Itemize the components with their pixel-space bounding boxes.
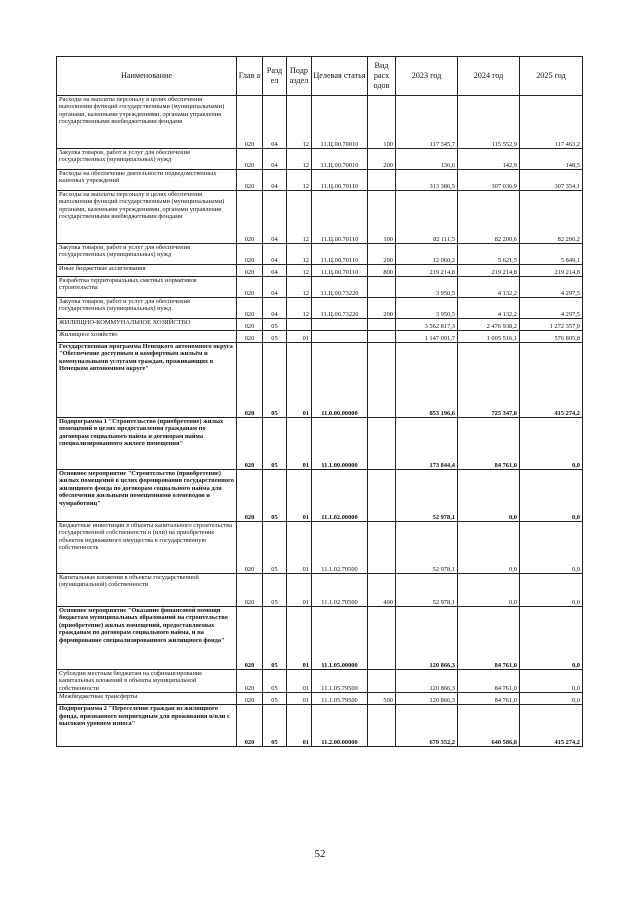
cell-2023: 120 866,3 — [396, 607, 458, 670]
cell-glava: 020 — [237, 705, 263, 747]
cell-name: Расходы на обеспечение деятельности подведомственных казенных учреждений — [57, 170, 237, 191]
header-razdel: Разд ел — [263, 57, 287, 96]
table-row — [57, 277, 583, 298]
cell-target-article: 11.Ц.00.70010 — [312, 96, 368, 149]
cell-glava: 020 — [237, 191, 263, 244]
cell-razdel: 04 — [263, 170, 287, 191]
cell-expense-type — [368, 343, 396, 418]
cell-razdel: 05 — [263, 319, 287, 331]
header-2025: 2025 год — [520, 57, 583, 96]
cell-2024: 115 552,9 — [458, 96, 520, 149]
cell-2023: 1 147 091,7 — [396, 331, 458, 343]
header-name: Наименование — [57, 57, 237, 96]
cell-2023: 136,6 — [396, 149, 458, 170]
cell-name: Закупка товаров, работ и услуг для обеспечения государственных (муниципальных) нужд — [57, 244, 237, 265]
cell-podrazdel: 12 — [287, 191, 312, 244]
table-row — [57, 574, 583, 607]
cell-2024: 2 476 938,2 — [458, 319, 520, 331]
header-2023: 2023 год — [396, 57, 458, 96]
cell-name: Основное мероприятие "Оказание финансовой помощи бюджетам муниципальных образований на строительство (приобретение) жилых помещений, предоставляемых гражданам по договорам социального найма, и на формирование специализированного жилищного фонда" — [57, 607, 237, 670]
cell-glava: 020 — [237, 693, 263, 705]
cell-2023: 313 386,5 — [396, 170, 458, 191]
cell-2023: 853 196,6 — [396, 343, 458, 418]
cell-razdel: 04 — [263, 96, 287, 149]
cell-2023: 117 345,7 — [396, 96, 458, 149]
cell-target-article: 11.1.00.00000 — [312, 418, 368, 470]
table-row — [57, 298, 583, 319]
cell-target-article: 11.1.02.00000 — [312, 470, 368, 522]
cell-2024: 640 586,8 — [458, 705, 520, 747]
cell-2024: 142,9 — [458, 149, 520, 170]
cell-expense-type: 500 — [368, 693, 396, 705]
cell-name: Закупка товаров, работ и услуг для обеспечения государственных (муниципальных) нужд — [57, 298, 237, 319]
cell-2023: 3 950,5 — [396, 277, 458, 298]
cell-2023: 52 978,1 — [396, 470, 458, 522]
cell-name: Расходы на выплаты персоналу в целях обеспечения выполнения функций государственными (муниципальными) органами, казенными учреждениями, органами управления государственными внебюджетными фондами — [57, 191, 237, 244]
cell-2023: 120 866,3 — [396, 693, 458, 705]
cell-2025: 0,0 — [520, 670, 583, 693]
cell-target-article: 11.2.00.00000 — [312, 705, 368, 747]
cell-name: Основное мероприятие "Строительство (приобретение) жилых помещений в целях формирования государственного жилищного фонда по договорам социального найма для обеспечения жильными помещениями оленеводов и чумработниц" — [57, 470, 237, 522]
cell-podrazdel: 01 — [287, 705, 312, 747]
cell-target-article: 11.1.02.70500 — [312, 522, 368, 574]
cell-target-article: 11.Ц.00.70110 — [312, 265, 368, 277]
cell-2024: 725 347,8 — [458, 343, 520, 418]
cell-2024: 84 761,0 — [458, 670, 520, 693]
cell-razdel: 05 — [263, 470, 287, 522]
cell-expense-type: 800 — [368, 265, 396, 277]
cell-2023: 3 562 817,3 — [396, 319, 458, 331]
cell-glava: 020 — [237, 277, 263, 298]
cell-2025: 307 354,1 — [520, 170, 583, 191]
cell-razdel: 05 — [263, 705, 287, 747]
cell-2024: 0,0 — [458, 522, 520, 574]
cell-name: Подпрограмма 1 "Строительство (приобретение) жилых помещений в целях предоставления гражданам по договорам социального найма и договорам найма специализированного жилого помещения" — [57, 418, 237, 470]
cell-expense-type — [368, 319, 396, 331]
cell-2025: 576 805,8 — [520, 331, 583, 343]
table-row — [57, 244, 583, 265]
cell-podrazdel: 12 — [287, 277, 312, 298]
cell-glava: 020 — [237, 607, 263, 670]
cell-expense-type — [368, 418, 396, 470]
cell-name: Подпрограмма 2 "Переселение граждан из жилищного фонда, признанного непригодным для проживания и/или с высоким уровнем износа" — [57, 705, 237, 747]
cell-expense-type — [368, 522, 396, 574]
cell-2025: 415 274,2 — [520, 343, 583, 418]
cell-expense-type: 200 — [368, 244, 396, 265]
table-row — [57, 170, 583, 191]
cell-target-article: 11.Ц.00.70110 — [312, 170, 368, 191]
cell-target-article: 11.1.05.79500 — [312, 693, 368, 705]
cell-glava: 020 — [237, 170, 263, 191]
cell-target-article: 11.Ц.00.73220 — [312, 277, 368, 298]
page-number: 52 — [314, 848, 326, 860]
cell-name: Расходы на выплаты персоналу в целях обеспечения выполнения функций государственными (муниципальными) органами, казенными учреждениями, органами управления государственными внебюджетными фондами — [57, 96, 237, 149]
header-podrazdel: Подр аздел — [287, 57, 312, 96]
cell-expense-type: 200 — [368, 298, 396, 319]
cell-2024: 5 621,5 — [458, 244, 520, 265]
cell-podrazdel: 01 — [287, 331, 312, 343]
table-row — [57, 265, 583, 277]
cell-2024: 84 761,0 — [458, 693, 520, 705]
table-row — [57, 331, 583, 343]
cell-2025: 148,5 — [520, 149, 583, 170]
cell-name: ЖИЛИЩНО-КОММУНАЛЬНОЕ ХОЗЯЙСТВО — [57, 319, 237, 331]
cell-expense-type — [368, 705, 396, 747]
cell-podrazdel: 12 — [287, 298, 312, 319]
cell-2025: 0,0 — [520, 693, 583, 705]
cell-glava: 020 — [237, 298, 263, 319]
cell-razdel: 05 — [263, 670, 287, 693]
cell-2025: 0,0 — [520, 574, 583, 607]
table-row — [57, 319, 583, 331]
cell-2025: 0,0 — [520, 418, 583, 470]
cell-expense-type — [368, 470, 396, 522]
table-row — [57, 470, 583, 522]
cell-2025: 415 274,2 — [520, 705, 583, 747]
cell-2023: 12 060,2 — [396, 244, 458, 265]
cell-2025: 5 849,1 — [520, 244, 583, 265]
cell-2024: 307 036,9 — [458, 170, 520, 191]
cell-name: Разработка территориальных сметных нормативов строительства — [57, 277, 237, 298]
cell-name: Иные бюджетные ассигнования — [57, 265, 237, 277]
cell-target-article: 11.Ц.00.73220 — [312, 298, 368, 319]
header-2024: 2024 год — [458, 57, 520, 96]
cell-name: Закупка товаров, работ и услуг для обеспечения государственных (муниципальных) нужд — [57, 149, 237, 170]
cell-razdel: 04 — [263, 265, 287, 277]
cell-name: Субсидии местным бюджетам на софинансирование капитальных вложений в объекты муниципальной собственности — [57, 670, 237, 693]
table-row — [57, 96, 583, 149]
cell-expense-type — [368, 331, 396, 343]
table-row — [57, 670, 583, 693]
cell-razdel: 04 — [263, 149, 287, 170]
cell-glava: 020 — [237, 265, 263, 277]
cell-2023: 52 978,1 — [396, 522, 458, 574]
cell-2025: 117 463,2 — [520, 96, 583, 149]
table-row — [57, 705, 583, 747]
cell-razdel: 05 — [263, 693, 287, 705]
cell-podrazdel: 01 — [287, 670, 312, 693]
cell-podrazdel: 01 — [287, 607, 312, 670]
table-row — [57, 343, 583, 418]
cell-podrazdel: 12 — [287, 149, 312, 170]
cell-target-article: 11.1.05.00000 — [312, 607, 368, 670]
cell-expense-type: 100 — [368, 191, 396, 244]
cell-target-article — [312, 319, 368, 331]
cell-2023: 679 352,2 — [396, 705, 458, 747]
cell-2024: 84 761,0 — [458, 607, 520, 670]
cell-name: Бюджетные инвестиции в объекты капитального строительства государственной собственности и (или) на приобретение объектов недвижимого имущества в государственную собственность — [57, 522, 237, 574]
cell-2024: 0,0 — [458, 470, 520, 522]
cell-expense-type — [368, 607, 396, 670]
cell-podrazdel: 01 — [287, 574, 312, 607]
cell-2024: 0,0 — [458, 574, 520, 607]
cell-2025: 219 214,8 — [520, 265, 583, 277]
cell-glava: 020 — [237, 343, 263, 418]
cell-2025: 4 297,5 — [520, 298, 583, 319]
cell-2025: 0,0 — [520, 470, 583, 522]
cell-2023: 173 844,4 — [396, 418, 458, 470]
budget-table-sheet — [56, 56, 582, 747]
cell-razdel: 05 — [263, 343, 287, 418]
table-row — [57, 191, 583, 244]
cell-glava: 020 — [237, 470, 263, 522]
cell-expense-type: 200 — [368, 149, 396, 170]
cell-name: Жилищное хозяйство — [57, 331, 237, 343]
cell-2023: 219 214,8 — [396, 265, 458, 277]
cell-2025: 82 290,2 — [520, 191, 583, 244]
table-row — [57, 149, 583, 170]
cell-expense-type: 400 — [368, 574, 396, 607]
cell-name: Межбюджетные трансферты — [57, 693, 237, 705]
cell-glava: 020 — [237, 244, 263, 265]
cell-glava: 020 — [237, 574, 263, 607]
cell-2024: 219 214,8 — [458, 265, 520, 277]
cell-podrazdel: 01 — [287, 470, 312, 522]
cell-target-article: 11.0.00.00000 — [312, 343, 368, 418]
cell-razdel: 05 — [263, 418, 287, 470]
table-row — [57, 522, 583, 574]
cell-2024: 84 761,0 — [458, 418, 520, 470]
cell-2023: 82 111,5 — [396, 191, 458, 244]
cell-podrazdel: 01 — [287, 343, 312, 418]
cell-2025: 4 297,5 — [520, 277, 583, 298]
table-body — [57, 96, 583, 747]
cell-razdel: 05 — [263, 574, 287, 607]
cell-razdel: 05 — [263, 522, 287, 574]
cell-razdel: 04 — [263, 277, 287, 298]
cell-expense-type — [368, 277, 396, 298]
cell-name: Капитальные вложения в объекты государственной (муниципальной) собственности — [57, 574, 237, 607]
cell-razdel: 04 — [263, 191, 287, 244]
cell-expense-type — [368, 170, 396, 191]
cell-podrazdel: 01 — [287, 418, 312, 470]
cell-podrazdel: 12 — [287, 244, 312, 265]
cell-podrazdel: 12 — [287, 265, 312, 277]
cell-target-article: 11.Ц.00.70010 — [312, 149, 368, 170]
cell-2023: 120 866,3 — [396, 670, 458, 693]
cell-glava: 020 — [237, 331, 263, 343]
cell-razdel: 05 — [263, 607, 287, 670]
cell-glava: 020 — [237, 418, 263, 470]
cell-target-article: 11.1.05.79500 — [312, 670, 368, 693]
cell-razdel: 04 — [263, 244, 287, 265]
cell-razdel: 04 — [263, 298, 287, 319]
cell-2023: 52 978,1 — [396, 574, 458, 607]
cell-target-article: 11.1.02.70500 — [312, 574, 368, 607]
cell-podrazdel: 01 — [287, 522, 312, 574]
cell-podrazdel: 01 — [287, 693, 312, 705]
cell-2024: 4 132,2 — [458, 298, 520, 319]
cell-glava: 020 — [237, 319, 263, 331]
header-expense-type: Вид расх одов — [368, 57, 396, 96]
cell-razdel: 05 — [263, 331, 287, 343]
cell-expense-type: 100 — [368, 96, 396, 149]
cell-2025: 0,0 — [520, 522, 583, 574]
cell-podrazdel: 12 — [287, 170, 312, 191]
cell-glava: 020 — [237, 149, 263, 170]
cell-2025: 0,0 — [520, 607, 583, 670]
cell-expense-type — [368, 670, 396, 693]
table-row — [57, 693, 583, 705]
budget-table — [56, 56, 583, 747]
cell-podrazdel — [287, 319, 312, 331]
cell-podrazdel: 12 — [287, 96, 312, 149]
cell-target-article: 11.Ц.00.70110 — [312, 191, 368, 244]
cell-2024: 82 200,6 — [458, 191, 520, 244]
table-row — [57, 418, 583, 470]
table-row — [57, 607, 583, 670]
cell-2024: 4 132,2 — [458, 277, 520, 298]
cell-glava: 020 — [237, 522, 263, 574]
header-glava: Глав а — [237, 57, 263, 96]
cell-glava: 020 — [237, 96, 263, 149]
cell-name: Государственная программа Ненецкого автономного округа "Обеспечение доступным и комфортным жильём и коммунальными услугами граждан, проживающих в Ненецком автономном округе" — [57, 343, 237, 418]
cell-glava: 020 — [237, 670, 263, 693]
cell-target-article: 11.Ц.00.70110 — [312, 244, 368, 265]
table-header-row — [57, 57, 583, 96]
cell-2025: 1 272 357,9 — [520, 319, 583, 331]
header-target-article: Целевая статья — [312, 57, 368, 96]
cell-2024: 1 005 516,1 — [458, 331, 520, 343]
cell-target-article — [312, 331, 368, 343]
cell-2023: 3 950,5 — [396, 298, 458, 319]
